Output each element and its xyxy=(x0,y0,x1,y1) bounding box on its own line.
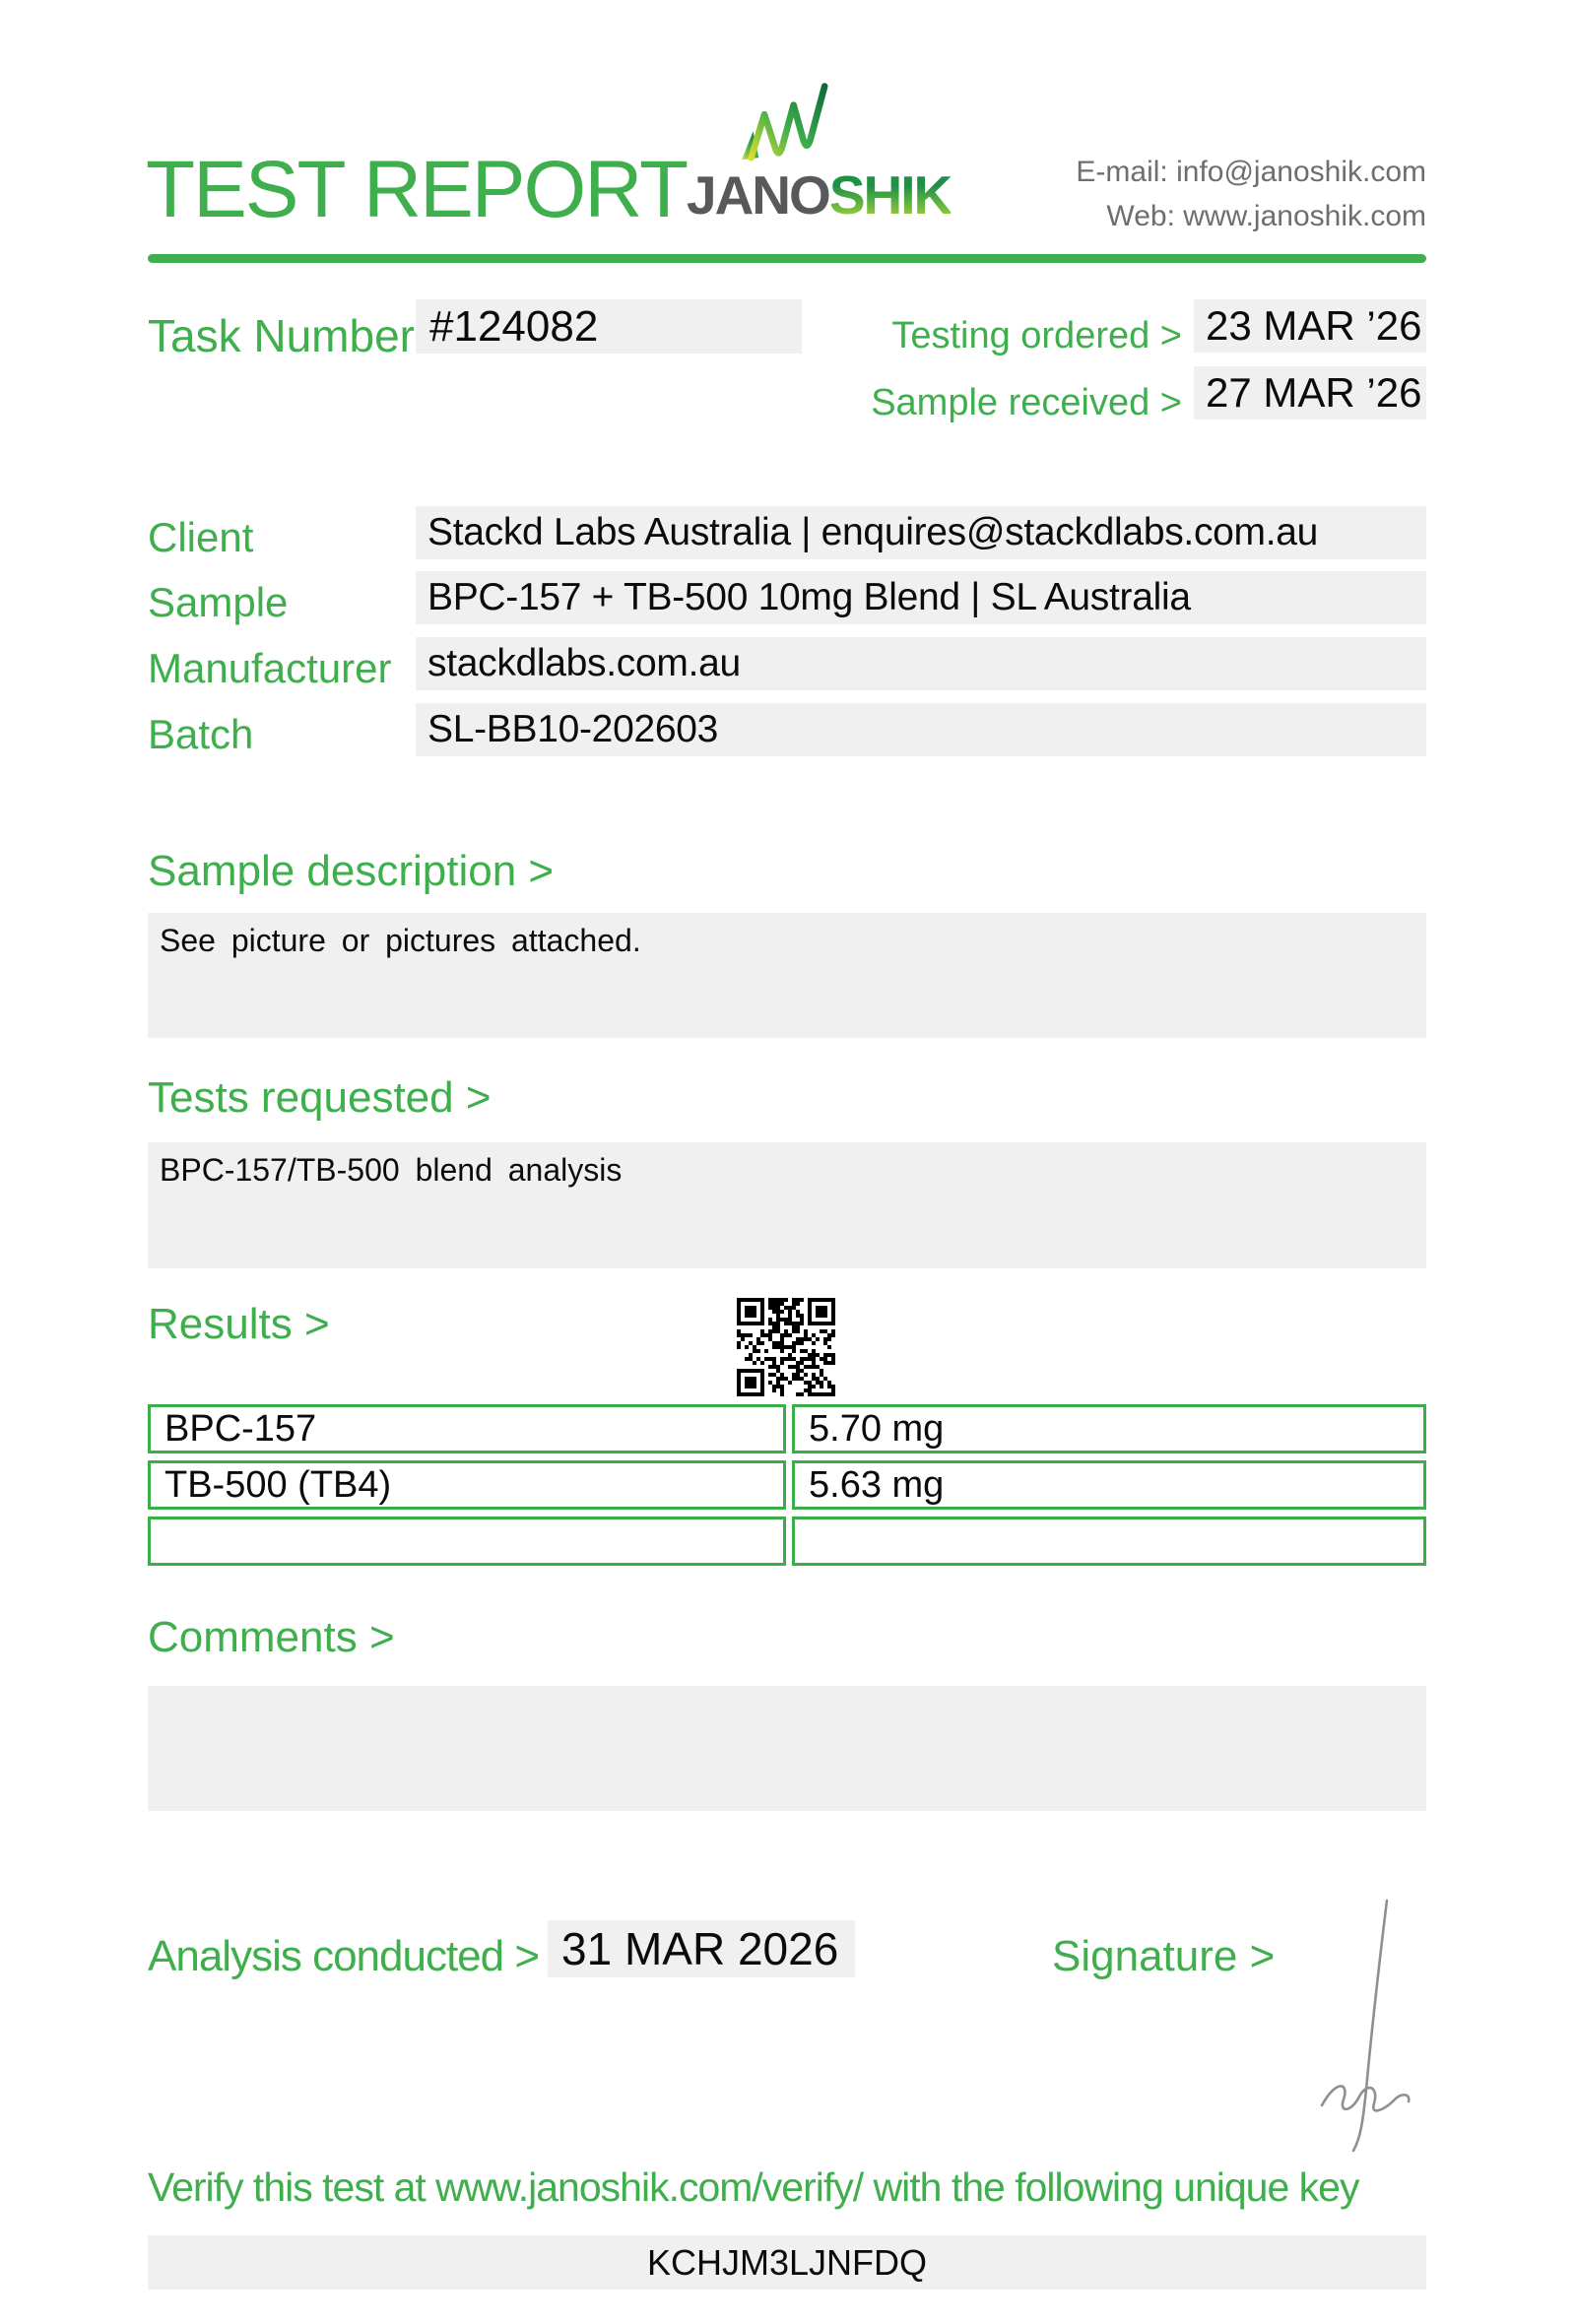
logo-wordmark xyxy=(687,163,951,226)
verify-key: KCHJM3LJNFDQ xyxy=(148,2235,1426,2290)
table-row xyxy=(148,1404,1426,1453)
signature-label: Signature > xyxy=(1052,1932,1276,1980)
verify-instruction: Verify this test at www.janoshik.com/verify/ with the following unique key xyxy=(148,2164,1359,2210)
page-title: TEST REPORT xyxy=(146,145,688,234)
testing-ordered-date: 23 MAR ’26 xyxy=(1194,299,1426,353)
task-number-value: #124082 xyxy=(416,299,802,354)
result-analyte: BPC-157 xyxy=(148,1404,786,1453)
batch-value: SL-BB10-202603 xyxy=(416,703,1426,756)
result-amount: 5.63 mg xyxy=(792,1460,1426,1510)
analysis-date: 31 MAR 2026 xyxy=(548,1920,855,1977)
table-row xyxy=(148,1517,1426,1566)
growth-chart-icon xyxy=(739,77,833,161)
comments-heading: Comments > xyxy=(148,1613,395,1661)
sample-value: BPC-157 + TB-500 10mg Blend | SL Australia xyxy=(416,571,1426,624)
result-analyte: TB-500 (TB4) xyxy=(148,1460,786,1510)
comments-box xyxy=(148,1686,1426,1811)
results-table xyxy=(148,1404,1426,1566)
sample-description-box: See picture or pictures attached. xyxy=(148,913,1426,1038)
result-amount: 5.70 mg xyxy=(792,1404,1426,1453)
header-divider xyxy=(148,254,1426,263)
qr-code xyxy=(737,1298,835,1396)
batch-label: Batch xyxy=(148,711,254,757)
client-label: Client xyxy=(148,514,254,560)
table-row xyxy=(148,1460,1426,1510)
contact-web: Web: www.janoshik.com xyxy=(1106,200,1426,232)
sample-label: Sample xyxy=(148,579,289,625)
client-value: Stackd Labs Australia | enquires@stackdlabs.com.au xyxy=(416,506,1426,559)
manufacturer-value: stackdlabs.com.au xyxy=(416,637,1426,690)
result-analyte xyxy=(148,1517,786,1566)
logo-text-shik: SHIK xyxy=(828,164,952,226)
logo-text-jano: JANO xyxy=(687,164,829,226)
sample-description-heading: Sample description > xyxy=(148,847,555,895)
signature-scribble xyxy=(1292,1897,1435,2155)
manufacturer-label: Manufacturer xyxy=(148,645,392,691)
sample-received-label: Sample received > xyxy=(871,382,1182,423)
tests-requested-box: BPC-157/TB-500 blend analysis xyxy=(148,1142,1426,1268)
analysis-conducted-label: Analysis conducted > xyxy=(148,1932,540,1980)
contact-email: E-mail: info@janoshik.com xyxy=(1076,156,1426,188)
results-heading: Results > xyxy=(148,1300,330,1348)
contact-block xyxy=(1076,150,1426,238)
tests-requested-heading: Tests requested > xyxy=(148,1073,492,1122)
testing-ordered-label: Testing ordered > xyxy=(891,315,1182,356)
sample-received-date: 27 MAR ’26 xyxy=(1194,366,1426,420)
task-number-label: Task Number xyxy=(148,310,415,361)
result-amount xyxy=(792,1517,1426,1566)
